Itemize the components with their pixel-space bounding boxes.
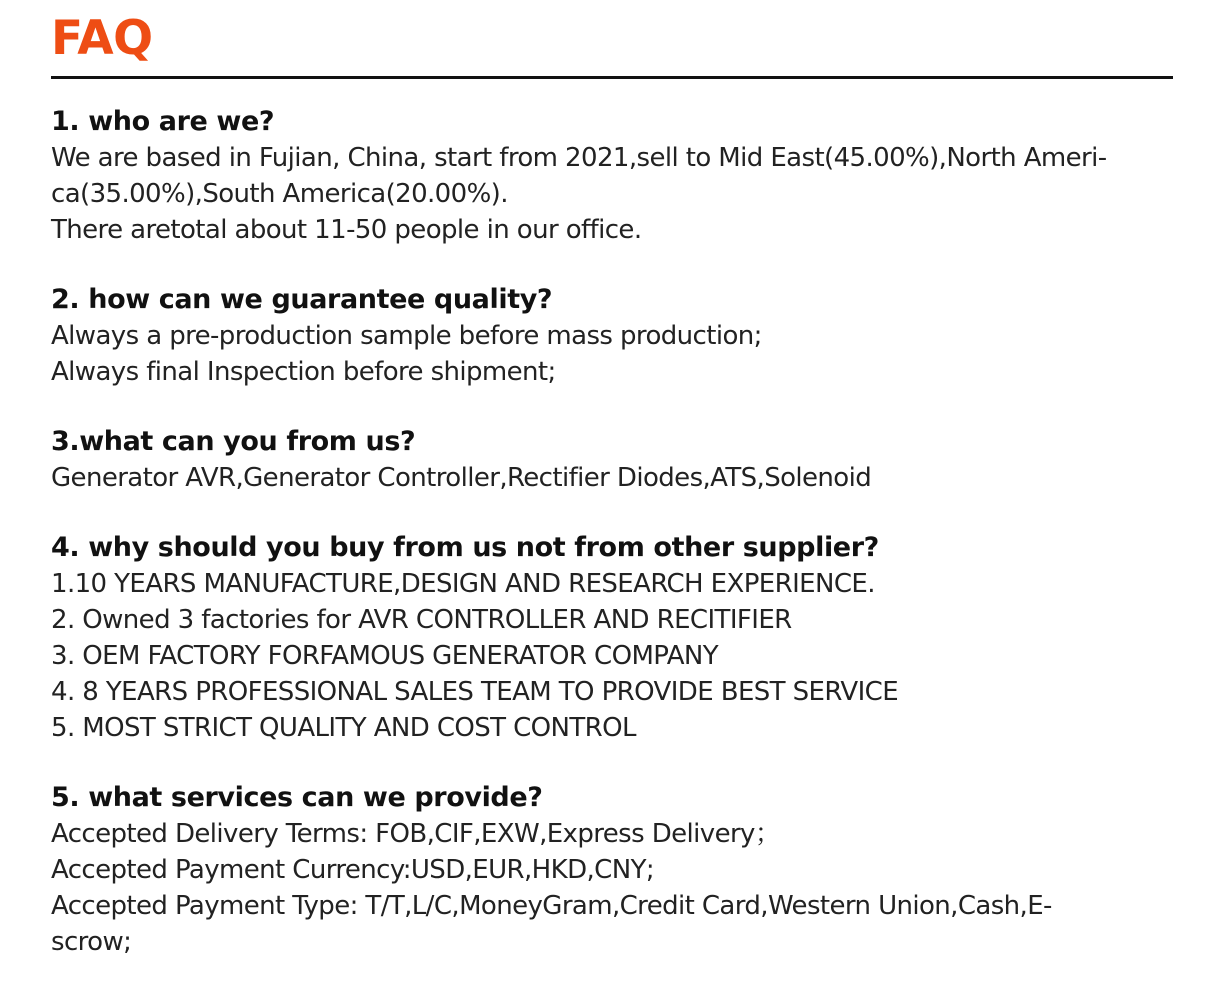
- title-divider: [51, 76, 1173, 79]
- faq-item-services: [51, 780, 1173, 960]
- faq-answer-line: ca(35.00%),South America(20.00%).: [51, 179, 508, 209]
- faq-answer-line: 1.10 YEARS MANUFACTURE,DESIGN AND RESEARCH EXPERIENCE.: [51, 569, 875, 599]
- faq-question: 1. who are we?: [51, 106, 275, 137]
- faq-item-quality: [51, 282, 1173, 390]
- faq-answer-line: 4. 8 YEARS PROFESSIONAL SALES TEAM TO PROVIDE BEST SERVICE: [51, 677, 899, 707]
- faq-answer-line: Always a pre-production sample before mass production;: [51, 321, 762, 351]
- faq-answer-line: 5. MOST STRICT QUALITY AND COST CONTROL: [51, 713, 636, 743]
- faq-answer-line: 2. Owned 3 factories for AVR CONTROLLER AND RECITIFIER: [51, 605, 792, 635]
- faq-question: 5. what services can we provide?: [51, 782, 543, 813]
- faq-answer-line: Always final Inspection before shipment;: [51, 357, 556, 387]
- faq-answer-line: We are based in Fujian, China, start from 2021,sell to Mid East(45.00%),North Ameri-: [51, 143, 1107, 173]
- faq-answer-line: scrow;: [51, 927, 132, 957]
- page-title: FAQ: [51, 11, 153, 66]
- faq-question: 3.what can you from us?: [51, 426, 416, 457]
- faq-question: 2. how can we guarantee quality?: [51, 284, 553, 315]
- faq-answer-line: Accepted Payment Currency:USD,EUR,HKD,CNY;: [51, 855, 655, 885]
- faq-item-products: [51, 424, 1173, 496]
- faq-question: 4. why should you buy from us not from other supplier?: [51, 532, 879, 563]
- faq-answer-line: 3. OEM FACTORY FORFAMOUS GENERATOR COMPANY: [51, 641, 719, 671]
- faq-answer-line: Accepted Payment Type: T/T,L/C,MoneyGram,Credit Card,Western Union,Cash,E-: [51, 891, 1052, 921]
- faq-item-who-are-we: [51, 104, 1173, 248]
- faq-page: [51, 0, 1173, 960]
- faq-answer-line: There aretotal about 11-50 people in our office.: [51, 215, 642, 245]
- faq-answer-line: Accepted Delivery Terms: FOB,CIF,EXW,Express Delivery；: [51, 819, 781, 849]
- faq-item-why-us: [51, 530, 1173, 746]
- faq-answer-line: Generator AVR,Generator Controller,Rectifier Diodes,ATS,Solenoid: [51, 463, 872, 493]
